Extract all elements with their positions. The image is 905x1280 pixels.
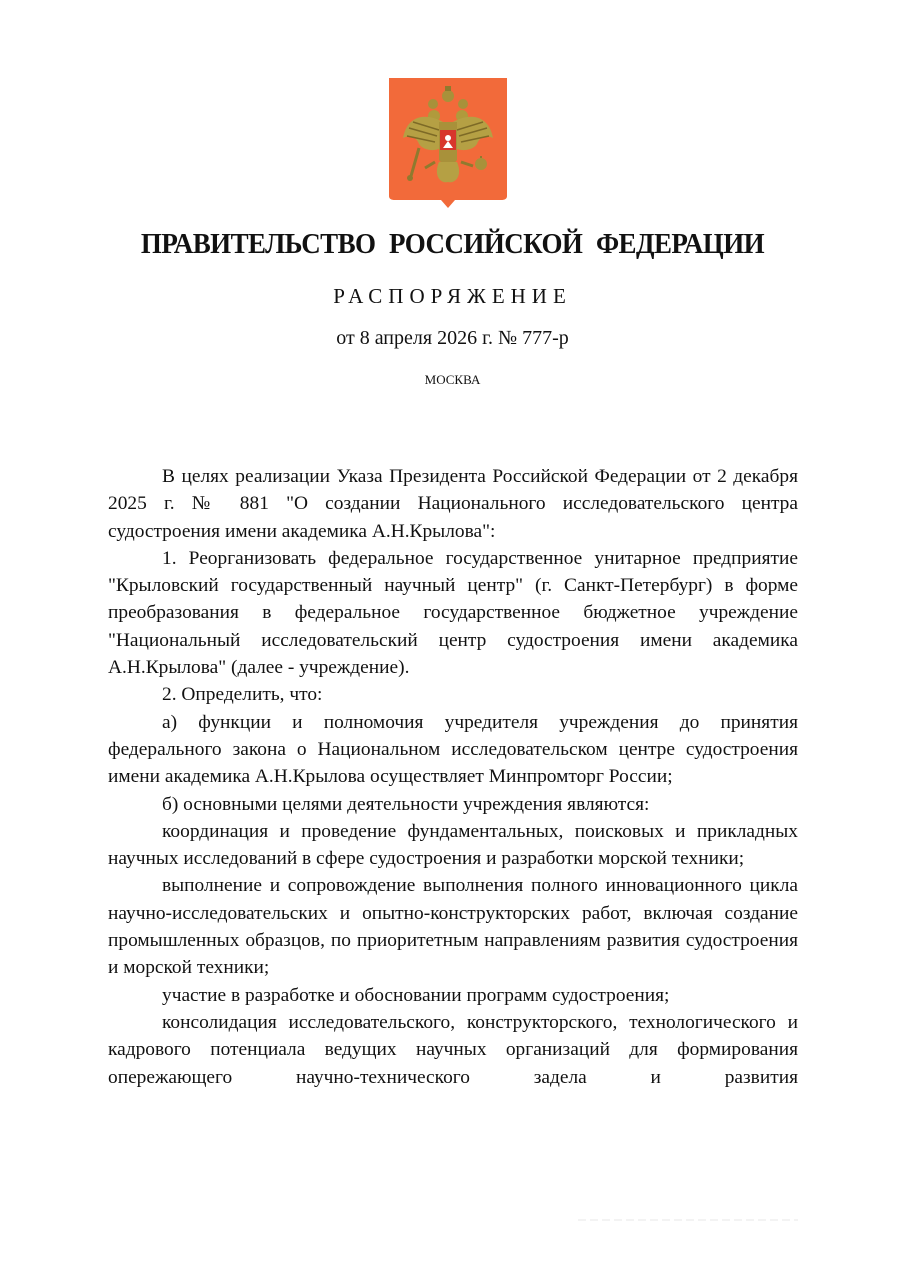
faint-footer-mark: [578, 1219, 798, 1221]
document-date-number: от 8 апреля 2026 г. № 777-р: [336, 327, 569, 349]
clause-2a-paragraph: а) функции и полномочия учредителя учреждения до принятия федерального закона о Национальном исследовательском центре судостроения имени академика А.Н.Крылова осуществляет Минпромторг России;: [108, 711, 798, 788]
coat-of-arms-emblem: [389, 78, 507, 208]
document-body: [108, 463, 798, 1091]
goal-item-paragraph: участие в разработке и обосновании программ судостроения;: [162, 984, 670, 1006]
document-city: МОСКВА: [424, 372, 481, 387]
document-type: РАСПОРЯЖЕНИЕ: [333, 284, 572, 308]
clause-2b-paragraph: б) основными целями деятельности учреждения являются:: [162, 793, 650, 815]
preamble-paragraph: В целях реализации Указа Президента Российской Федерации от 2 декабря 2025 г. № 881 "О создании Национального исследовательского центра судостроения имени академика А.Н.Крылова":: [108, 466, 798, 542]
double-headed-eagle-icon: [389, 78, 507, 208]
clause-1-paragraph: 1. Реорганизовать федеральное государственное унитарное предприятие "Крыловский государственный научный центр" (г. Санкт-Петербург) в форме преобразования в федеральное государственное бюджетное учреждение "Национальный исследовательский центр судостроения имени академика А.Н.Крылова" (далее - учреждение).: [108, 547, 798, 679]
goal-item-paragraph: координация и проведение фундаментальных, поисковых и прикладных научных исследований в сфере судостроения и разработки морской техники;: [108, 820, 798, 870]
clause-2-paragraph: 2. Определить, что:: [162, 684, 323, 706]
organization-title: ПРАВИТЕЛЬСТВО РОССИЙСКОЙ ФЕДЕРАЦИИ: [140, 228, 765, 260]
goal-item-paragraph: консолидация исследовательского, конструкторского, технологического и кадрового потенциала ведущих научных организаций для формирования опережающего научно-технического задела и развития: [108, 1011, 798, 1088]
goal-item-paragraph: выполнение и сопровождение выполнения полного инновационного цикла научно-исследовательских и опытно-конструкторских работ, включая создание промышленных образцов, по приоритетным направлениям развития судостроения и морской техники;: [108, 875, 798, 979]
